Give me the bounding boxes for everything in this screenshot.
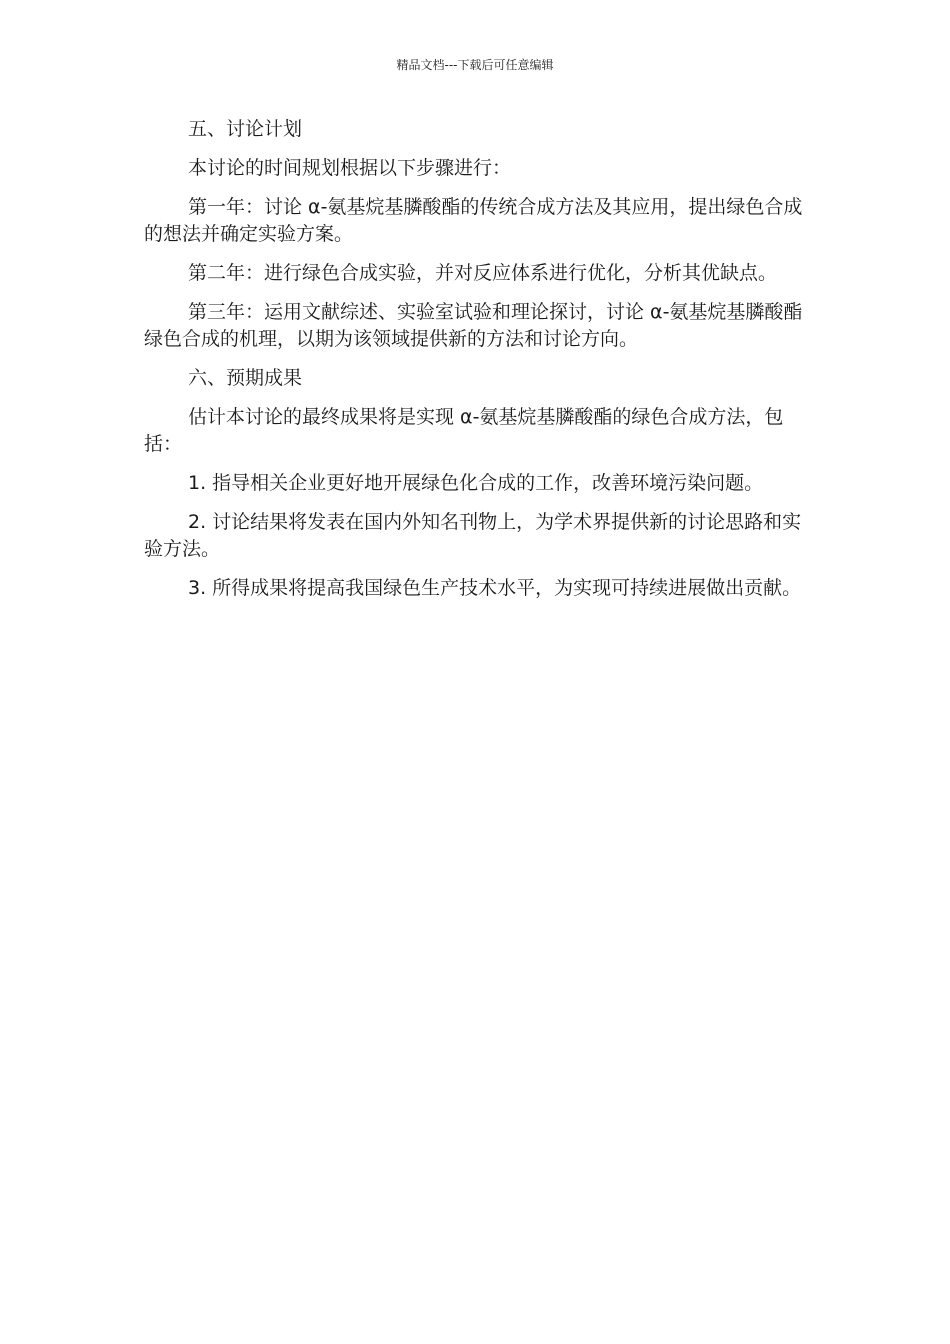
paragraph-year-three: 第三年：运用文献综述、实验室试验和理论探讨，讨论 α-氨基烷基膦酸酯绿色合成的机理，以期为该领域提供新的方法和讨论方向。 — [144, 301, 803, 350]
section-heading-research-plan: 五、讨论计划 — [188, 118, 303, 140]
paragraph-year-two: 第二年：进行绿色合成实验，并对反应体系进行优化，分析其优缺点。 — [188, 262, 778, 284]
list-item-result-1: 1. 指导相关企业更好地开展绿色化合成的工作，改善环境污染问题。 — [188, 472, 764, 494]
page-header: 精品文档---下载后可任意编辑 — [396, 58, 554, 72]
list-item-result-2: 2. 讨论结果将发表在国内外知名刊物上，为学术界提供新的讨论思路和实验方法。 — [144, 511, 802, 560]
paragraph-year-one: 第一年：讨论 α-氨基烷基膦酸酯的传统合成方法及其应用，提出绿色合成的想法并确定实验方案。 — [144, 196, 803, 245]
paragraph-results-intro: 估计本讨论的最终成果将是实现 α-氨基烷基膦酸酯的绿色合成方法，包括： — [144, 406, 784, 455]
section-heading-expected-results: 六、预期成果 — [188, 367, 303, 389]
list-item-result-3: 3. 所得成果将提高我国绿色生产技术水平，为实现可持续进展做出贡献。 — [188, 577, 802, 599]
paragraph-plan-intro: 本讨论的时间规划根据以下步骤进行： — [188, 157, 512, 179]
document-body — [144, 116, 808, 614]
